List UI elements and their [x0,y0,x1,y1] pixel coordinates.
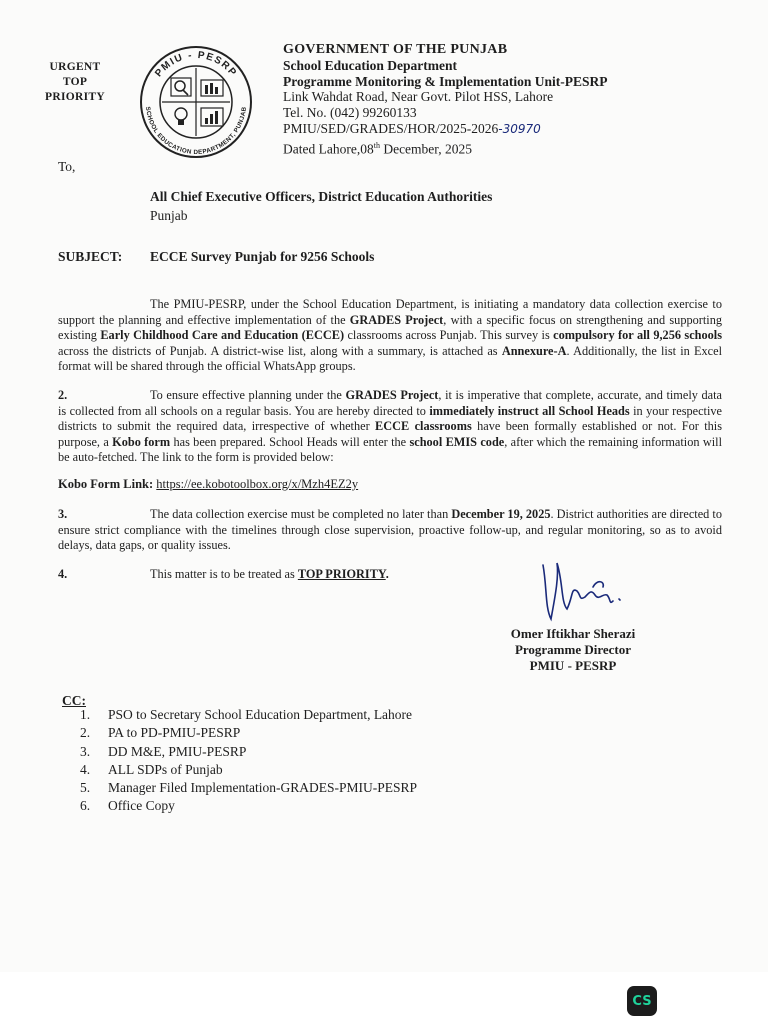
svg-text:PMIU - PESRP: PMIU - PESRP [153,49,239,80]
recipient-region: Punjab [150,208,188,223]
cc-item: 1. PSO to Secretary School Education Department, Lahore [80,707,413,722]
government-title: GOVERNMENT OF THE PUNJAB [283,42,508,57]
dated-line [283,138,607,157]
cc-list [80,706,417,816]
paragraph-3: 3. The data collection exercise must be completed no later than December 19, 2025. District authorities are directed to ensure strict compliance with the timelines through close supervision, proactive follow-up, and regular monitoring, so as to avoid delays, data gaps, or quality issues. [58,507,722,553]
cc-item: 4. ALL SDPs of Punjab [80,761,223,777]
camscanner-logo-icon: CS [627,986,657,1016]
cc-label: CC: [62,693,86,708]
to-label: To, [58,159,76,174]
handwritten-reference: -30970 [498,121,541,136]
kobo-form-link[interactable]: https://ee.kobotoolbox.org/x/Mzh4EZ2y [156,477,359,491]
subject-text: ECCE Survey Punjab for 9256 Schools [150,249,375,264]
reference-text: PMIU/SED/GRADES/HOR/2025-2026 [283,120,499,136]
reference-number [283,121,607,138]
signatory-organization: PMIU - PESRP [529,658,617,673]
signatory-block [478,626,668,674]
paragraph-number: 2. [58,388,68,402]
paragraph-number: 3. [58,507,68,521]
priority-line: PRIORITY [45,91,105,103]
unit-name: Programme Monitoring & Implementation Unit-PESRP [283,73,608,89]
paragraph-4: 4. This matter is to be treated as TOP PRIORITY. [58,567,389,581]
urgent-top-priority-stamp [30,60,120,105]
telephone-line: Tel. No. (042) 99260133 [283,105,417,121]
paragraph-2: 2. To ensure effective planning under the GRADES Project, it is imperative that complete, accurate, and timely data is collected from all schools on a regular basis. You are hereby directed to immediately instruct all School Heads in your respective districts to submit the required data, irrespective of whether ECCE classrooms have been formally established or not. For this purpose, a Kobo form has been prepared. School Heads will enter the school EMIS code, after which the remaining information will be auto-fetched. The link to the form is provided below: [58,388,722,465]
subject-line [58,249,374,265]
pmiu-pesrp-logo [126,44,266,160]
kobo-form-link-line [58,477,358,492]
dated-suffix: December, 2025 [379,141,473,157]
cc-item: 6. Office Copy [80,798,175,814]
cc-item: 3. DD M&E, PMIU-PESRP [80,743,247,759]
address-line: Link Wahdat Road, Near Govt. Pilot HSS, Lahore [283,89,554,105]
urgent-line: URGENT [49,61,101,73]
svg-text:SCHOOL EDUCATION DEPARTMENT, P: SCHOOL EDUCATION DEPARTMENT, PUNJAB [144,106,248,156]
recipient-address [150,187,492,225]
letterhead [283,42,607,157]
department-name: School Education Department [283,57,458,73]
kobo-label: Kobo Form Link: [58,477,154,491]
signature [533,557,633,627]
paragraph-number: 4. [58,567,68,581]
subject-label: SUBJECT: [58,249,123,264]
cc-item: 2. PA to PD-PMIU-PESRP [80,725,241,741]
dated-prefix: Dated Lahore,08 [283,141,374,157]
signatory-name: Omer Iftikhar Sherazi [510,626,636,641]
recipient-line: All Chief Executive Officers, District Education Authorities [150,189,493,204]
paragraph-1: The PMIU-PESRP, under the School Education Department, is initiating a mandatory data collection exercise to support the planning and effective implementation of the GRADES Project, with a specific focus on strengthening and supporting existing Early Childhood Care and Education (ECCE) classrooms across Punjab. This survey is compulsory for all 9,256 schools across the districts of Punjab. A district-wise list, along with a summary, is attached as Annexure-A. Additionally, the list in Excel format will be shared through the official WhatsApp groups. [58,297,722,374]
cc-item: 5. Manager Filed Implementation-GRADES-PMIU-PESRP [80,780,417,796]
dated-superscript: th [373,140,380,150]
top-line: TOP [62,76,88,88]
signatory-title: Programme Director [514,642,632,657]
